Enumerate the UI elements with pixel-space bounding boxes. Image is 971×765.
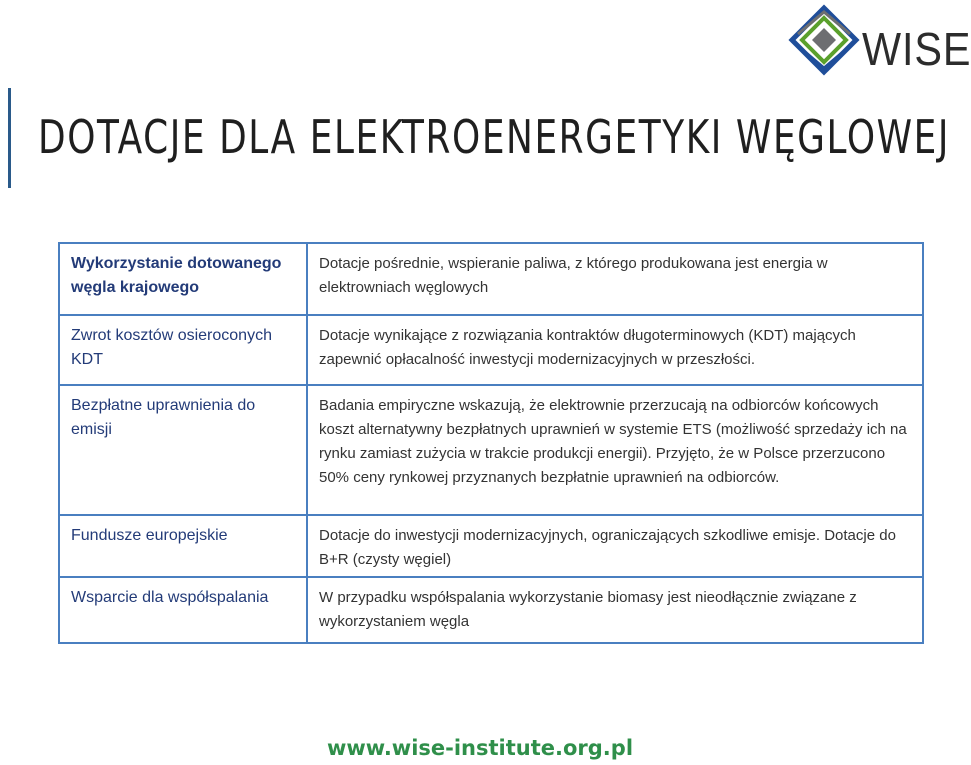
row-label: Bezpłatne uprawnienia do emisji: [59, 385, 307, 515]
table-row: [59, 243, 923, 315]
footer-url-link[interactable]: www.wise-institute.org.pl: [326, 736, 634, 760]
row-description: Badania empiryczne wskazują, że elektrownie przerzucają na odbiorców końcowych koszt alternatywny bezpłatnych uprawnień w systemie ETS (możliwość sprzedaży ich na rynku zamiast zużycia w trakcie produkcji energii). Przyjęto, że w Polsce przerzucono 50% ceny rynkowej przyznanych bezpłatnie uprawnień na odbiorców.: [307, 385, 923, 515]
row-label: Zwrot kosztów osieroconych KDT: [59, 315, 307, 385]
wise-logo[interactable]: [788, 4, 971, 76]
page-title: DOTACJE DLA ELEKTROENERGETYKI WĘGLOWEJ: [38, 110, 951, 164]
row-label: Wykorzystanie dotowanego węgla krajowego: [59, 243, 307, 315]
title-accent-bar: [8, 88, 11, 188]
row-description: Dotacje wynikające z rozwiązania kontraktów długoterminowych (KDT) mających zapewnić opłacalność inwestycji modernizacyjnych w przeszłości.: [307, 315, 923, 385]
row-description: W przypadku współspalania wykorzystanie biomasy jest nieodłącznie związane z wykorzystaniem węgla: [307, 577, 923, 643]
row-description: Dotacje pośrednie, wspieranie paliwa, z którego produkowana jest energia w elektrowniach węglowych: [307, 243, 923, 315]
table-row: [59, 515, 923, 577]
subsidies-table: [58, 242, 924, 644]
row-label: Fundusze europejskie: [59, 515, 307, 577]
table-row: [59, 577, 923, 643]
row-label: Wsparcie dla współspalania: [59, 577, 307, 643]
table-row: [59, 315, 923, 385]
wise-wordmark: WISE: [862, 23, 971, 75]
wise-diamond-logo-icon: [788, 4, 860, 76]
table-row: [59, 385, 923, 515]
row-description: Dotacje do inwestycji modernizacyjnych, ograniczających szkodliwe emisje. Dotacje do B+R (czysty węgiel): [307, 515, 923, 577]
